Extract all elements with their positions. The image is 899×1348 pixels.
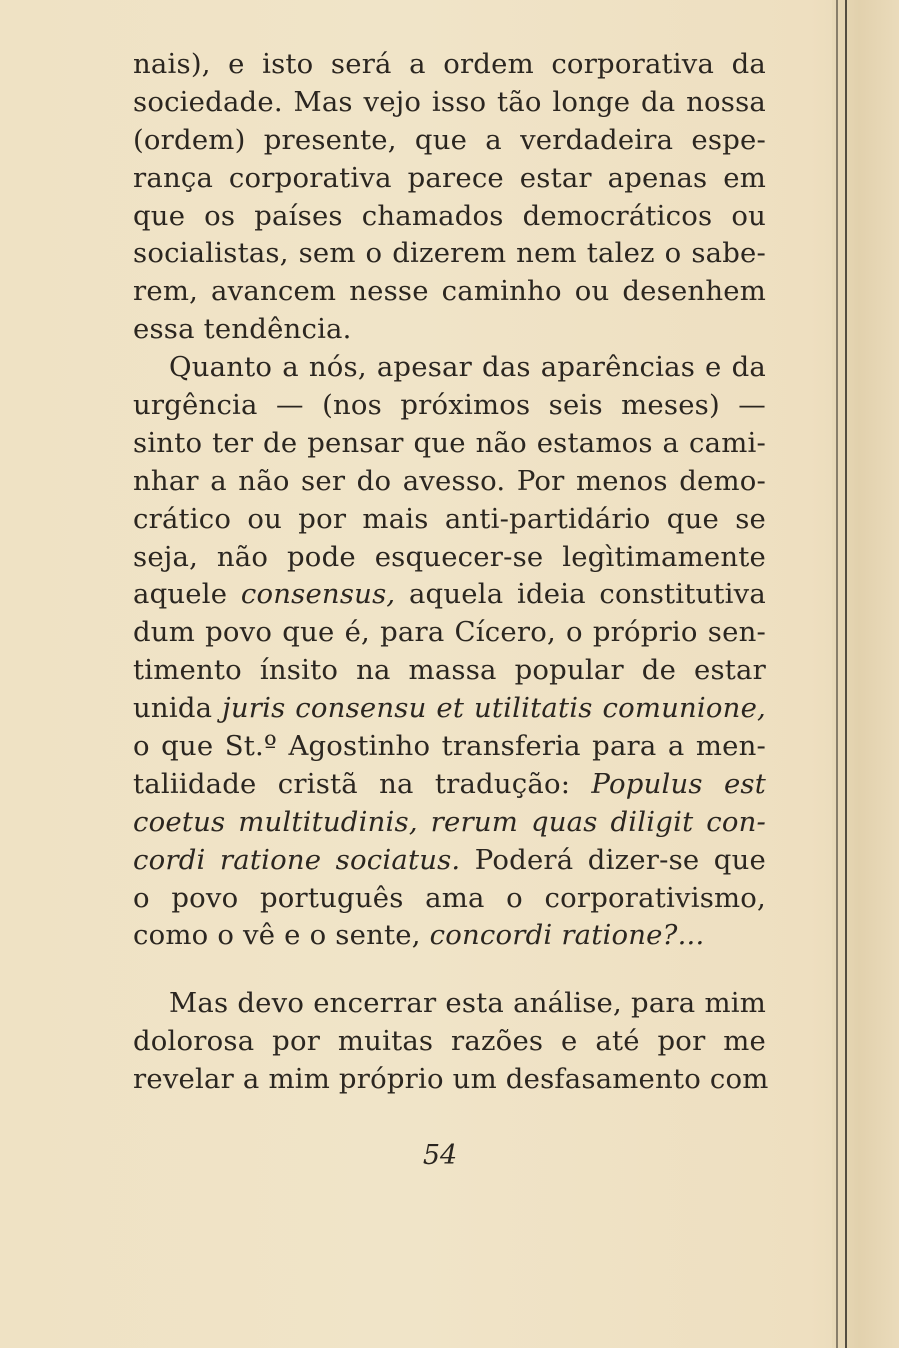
italic-phrase: concordi ratione?...	[429, 919, 705, 952]
text-line: o que St.º Agostinho transferia para a men-	[133, 730, 766, 763]
text-line: como o vê e o sente, concordi ratione?...	[133, 919, 705, 952]
text-line: dolorosa por muitas razões e até por me	[133, 1025, 766, 1058]
text-line: socialistas, sem o dizerem nem talez o sabe-	[133, 237, 766, 270]
text-line: unida juris consensu et utilitatis comunione,	[133, 692, 766, 725]
text-line: (ordem) presente, que a verdadeira espe-	[133, 123, 766, 156]
text-line: rança corporativa parece estar apenas em	[133, 161, 766, 194]
italic-phrase: cordi ratione sociatus.	[133, 843, 461, 876]
page-number: 54	[422, 1140, 458, 1171]
italic-phrase: Populus est	[591, 767, 766, 800]
text-line	[133, 804, 766, 842]
text-line: nais), e isto será a ordem corporativa da	[133, 48, 766, 80]
text-line: Mas devo encerrar esta análise, para mim	[169, 987, 766, 1020]
text-line: essa tendência.	[133, 313, 352, 346]
italic-phrase: juris consensu et utilitatis comunione,	[222, 692, 766, 725]
text-line: o povo português ama o corporativismo,	[133, 881, 766, 914]
text-line: nhar a não ser do avesso. Por menos demo-	[133, 464, 766, 497]
body-text	[133, 46, 769, 1099]
text-line: cordi ratione sociatus. Poderá dizer-se que	[133, 843, 766, 876]
text-line: crático ou por mais anti-partidário que se	[133, 502, 766, 535]
text-line: seja, não pode esquecer-se legìtimamente	[133, 540, 766, 573]
text-line: taliidade cristã na tradução: Populus est	[133, 767, 766, 800]
text-line: rem, avancem nesse caminho ou desenhem	[133, 275, 766, 308]
italic-phrase: coetus multitudinis, rerum quas diligit con-	[133, 805, 766, 838]
gutter-shadow-line	[845, 0, 847, 1348]
text-line: aquele consensus, aquela ideia constitutiva	[133, 578, 766, 611]
section-gap	[133, 955, 766, 985]
text-line: urgência — (nos próximos seis meses) —	[133, 389, 766, 422]
text-line: revelar a mim próprio um desfasamento com	[133, 1063, 769, 1096]
book-gutter	[832, 0, 899, 1348]
text-line: dum povo que é, para Cícero, o próprio sen-	[133, 616, 766, 649]
gutter-edge-line	[836, 0, 838, 1348]
text-line: timento ínsito na massa popular de estar	[133, 654, 766, 687]
italic-phrase: consensus,	[240, 578, 396, 611]
text-line: sociedade. Mas vejo isso tão longe da nossa	[133, 85, 766, 118]
text-line: sinto ter de pensar que não estamos a cami-	[133, 426, 766, 459]
text-line: que os países chamados democráticos ou	[133, 199, 766, 232]
text-line: Quanto a nós, apesar das aparências e da	[169, 351, 766, 384]
